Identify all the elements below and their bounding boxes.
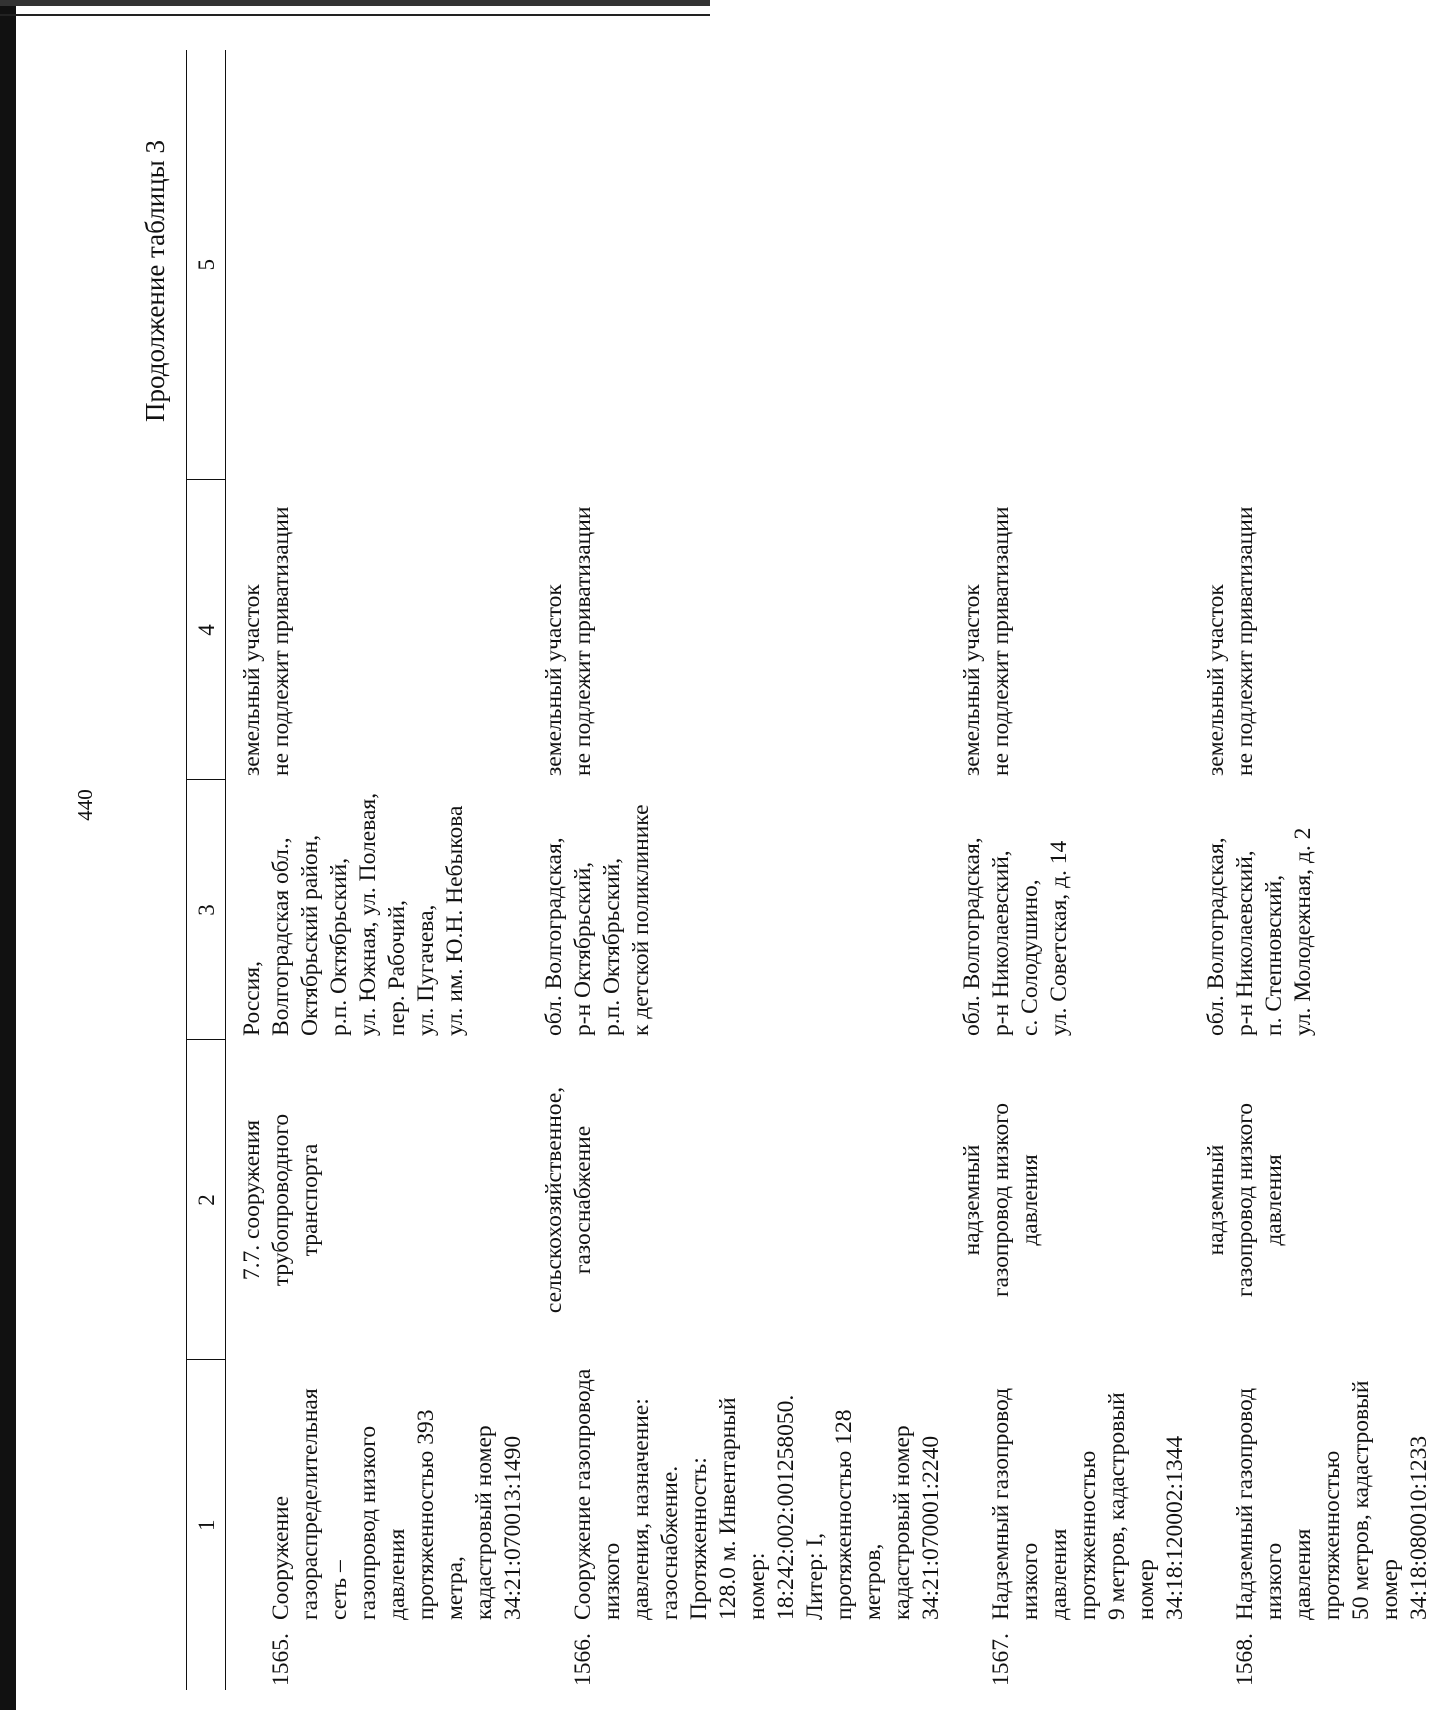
row-number: 1565. (268, 1633, 294, 1686)
table-row (1190, 50, 1434, 1690)
column-header-3: 3 (187, 780, 226, 1040)
address-cell: обл. Волгоградская, р-н Николаевский, п. Степновский, ул. Молодежная, д. 2 (1203, 827, 1316, 1036)
object-name: Надземный газопровод низкого давления протяженностью 9 метров, кадастровый номер 34:18:120002:1344 (988, 1387, 1188, 1620)
table-title: Продолжение таблицы 3 (140, 140, 170, 422)
scan-edge-top (0, 0, 710, 6)
object-name: Сооружение газопровода низкого давления, назначение: газоснабжение. Протяженность: 128.0 м. Инвентарный номер: 18:242:002:001258050. Литер: I, протяженностью 128 метров, кадастровый номер 34:21:070001:2240 (570, 1368, 944, 1620)
column-header-2: 2 (187, 1040, 226, 1360)
table-header-row (187, 50, 226, 1690)
scan-edge-left (0, 0, 16, 1710)
address-cell: Россия, Волгоградская обл., Октябрьский район, р.п. Октябрьский, ул. Южная, ул. Полевая, пер. Рабочий, ул. Пугачева, ул. им. Ю.Н. Небыкова (239, 792, 468, 1036)
purpose-cell: надземный газопровод низкого давления (959, 1102, 1043, 1298)
object-name: Надземный газопровод низкого давления протяженностью 50 метров, кадастровый номер 34:18:080010:1233 (1232, 1380, 1432, 1620)
column-header-5: 5 (187, 50, 226, 480)
purpose-cell: надземный газопровод низкого давления (1203, 1102, 1287, 1298)
address-cell: обл. Волгоградская, р-н Октябрьский, р.п. Октябрьский, к детской поликлинике (541, 804, 654, 1036)
page-number: 440 (73, 789, 97, 821)
scan-line-top (0, 14, 710, 16)
note-cell: земельный участок не подлежит приватизации (541, 506, 596, 776)
row-number: 1567. (988, 1633, 1014, 1686)
column-header-1: 1 (187, 1360, 226, 1690)
property-table (186, 50, 1434, 1690)
row-number-and-name-cell (946, 1360, 1190, 1690)
rotated-sheet (140, 30, 1432, 1690)
row-number-and-name-cell (1190, 1360, 1434, 1690)
row-number: 1566. (570, 1633, 596, 1686)
note-cell: земельный участок не подлежит приватизации (239, 506, 294, 776)
table-row (946, 50, 1190, 1690)
note-cell: земельный участок не подлежит приватизации (959, 506, 1014, 776)
row-number-and-name-cell (226, 1360, 529, 1690)
row-number: 1568. (1232, 1633, 1258, 1686)
address-cell: обл. Волгоградская, р-н Николаевский, с. Солодушино, ул. Советская, д. 14 (959, 837, 1072, 1036)
table-row (226, 50, 529, 1690)
purpose-cell: сельскохозяйственное, газоснабжение (541, 1086, 596, 1314)
table-row (528, 50, 946, 1690)
note-cell: земельный участок не подлежит приватизации (1203, 506, 1258, 776)
purpose-cell: 7.7. сооружения трубопроводного транспорта (239, 1113, 323, 1287)
column-header-4: 4 (187, 480, 226, 780)
object-name: Сооружение газораспределительная сеть – газопровод низкого давления протяженностью 393 метра, кадастровый номер 34:21:070013:1490 (268, 1388, 526, 1620)
row-number-and-name-cell (528, 1360, 946, 1690)
